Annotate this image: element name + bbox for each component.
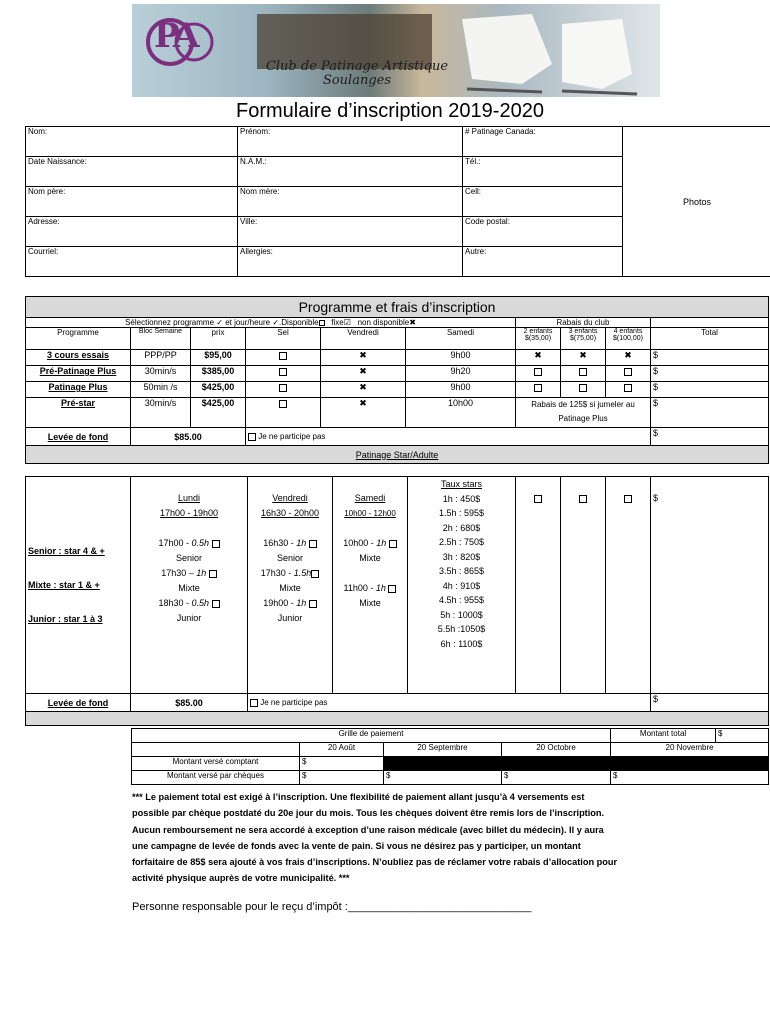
logo-initials: PA	[154, 16, 196, 56]
bloc-value: 30min/s	[131, 398, 191, 428]
autre-field[interactable]: Autre:	[463, 247, 623, 277]
col-rabais-4: 4 enfants $(100,00)	[606, 328, 651, 350]
total-field[interactable]: $	[651, 398, 769, 428]
rabais-club-header: Rabais du club	[516, 318, 651, 328]
rabais-checkbox[interactable]	[579, 368, 587, 376]
nam-field[interactable]: N.A.M.:	[238, 157, 463, 187]
patinage-canada-field[interactable]: # Patinage Canada:	[463, 127, 623, 157]
prenom-field[interactable]: Prénom:	[238, 127, 463, 157]
total-field[interactable]: $	[651, 382, 769, 398]
note-line: activité physique auprès de votre municipalité. ***	[132, 873, 350, 884]
total-field[interactable]: $	[651, 694, 769, 712]
samedi-column: Samedi 10h00 - 12h00 10h00 - 1h Mixte 11h00 - 1h Mixte	[333, 477, 408, 694]
levee-checkbox[interactable]	[248, 433, 256, 441]
cheque-field-1[interactable]: $	[300, 771, 384, 785]
cheques-label: Montant versé par chèques	[132, 771, 300, 785]
levee-price: $85.00	[131, 428, 246, 446]
blocked-cell	[502, 757, 611, 771]
lundi-column: Lundi 17h00 - 19h00 17h00 - 0.5h Senior 17h30 – 1h Mixte 18h30 - 0.5h Junior	[131, 477, 248, 694]
cheque-field-2[interactable]: $	[384, 771, 502, 785]
date-octobre: 20 Octobre	[502, 743, 611, 757]
rabais-checkbox[interactable]	[579, 384, 587, 392]
banner-image	[132, 4, 660, 97]
date-septembre: 20 Septembre	[384, 743, 502, 757]
montant-total-field[interactable]: $	[716, 729, 769, 743]
photos-box[interactable]: Photos	[623, 127, 770, 277]
note-line: *** Le paiement total est exigé à l’inscription. Une flexibilité de paiement allant jusqu’à 4 versements est	[132, 792, 585, 802]
programme-name: Patinage Plus	[26, 382, 131, 398]
comptant-field[interactable]: $	[300, 757, 384, 771]
table-row	[26, 398, 769, 428]
page-title: Formulaire d’inscription 2019-2020	[236, 100, 544, 122]
levee-option: Je ne participe pas	[260, 698, 328, 707]
sel-checkbox[interactable]	[279, 400, 287, 408]
star-adulte-header: Patinage Star/Adulte	[26, 446, 769, 464]
star-table	[25, 476, 769, 726]
levee-checkbox[interactable]	[250, 699, 258, 707]
col-bloc: Bloc Semaine	[131, 328, 191, 350]
rabais-checkbox[interactable]	[624, 384, 632, 392]
slot-checkbox[interactable]	[212, 540, 220, 548]
unavailable-icon: ✖	[606, 350, 651, 366]
tax-receipt-responsible[interactable]: Personne responsable pour le reçu d’impôt :______________________________	[132, 901, 532, 913]
col-samedi: Samedi	[406, 328, 516, 350]
rabais-checkbox[interactable]	[534, 368, 542, 376]
levee-price: $85.00	[131, 694, 248, 712]
slot-checkbox[interactable]	[309, 600, 317, 608]
logo-text: Club de Patinage Artistique Soulanges	[265, 59, 449, 88]
blocked-cell	[611, 757, 769, 771]
samedi-time: 9h20	[406, 366, 516, 382]
rabais-checkbox[interactable]	[624, 368, 632, 376]
cell-field[interactable]: Cell:	[463, 187, 623, 217]
slot-checkbox[interactable]	[212, 600, 220, 608]
table-row	[26, 366, 769, 382]
nom-pere-field[interactable]: Nom père:	[26, 187, 238, 217]
prix-value: $385,00	[191, 366, 246, 382]
vendredi-column: Vendredi 16h30 - 20h00 16h30 - 1h Senior 17h30 - 1.5h Mixte 19h00 - 1h Junior	[248, 477, 333, 694]
note-line: Aucun remboursement ne sera accordé à exception d’une raison médicale (avec billet du médecin). Il y aura	[132, 824, 604, 835]
prix-value: $95,00	[191, 350, 246, 366]
programme-name: Pré-star	[26, 398, 131, 428]
slot-checkbox[interactable]	[209, 570, 217, 578]
programme-table	[25, 296, 769, 464]
slot-checkbox[interactable]	[309, 540, 317, 548]
col-prix: prix	[191, 328, 246, 350]
payment-notes	[132, 789, 752, 887]
unavailable-icon: ✖	[321, 350, 406, 366]
programme-name: Pré-Patinage Plus	[26, 366, 131, 382]
prix-value: $425,00	[191, 382, 246, 398]
levee-label: Levée de fond	[26, 428, 131, 446]
unavailable-icon: ✖	[321, 366, 406, 382]
allergies-field[interactable]: Allergies:	[238, 247, 463, 277]
levee-option: Je ne participe pas	[258, 432, 326, 441]
total-field[interactable]: $	[651, 477, 769, 694]
sel-checkbox[interactable]	[279, 352, 287, 360]
slot-checkbox[interactable]	[388, 585, 396, 593]
date-novembre: 20 Novembre	[611, 743, 769, 757]
code-postal-field[interactable]: Code postal:	[463, 217, 623, 247]
col-total: Total	[651, 328, 769, 350]
courriel-field[interactable]: Courriel:	[26, 247, 238, 277]
unavailable-icon: ✖	[321, 398, 406, 428]
col-vendredi: Vendredi	[321, 328, 406, 350]
unavailable-icon: ✖	[516, 350, 561, 366]
levee-row	[26, 694, 769, 712]
prestar-rabais-note: Rabais de 125$ si jumeler au Patinage Plus	[516, 398, 651, 428]
payment-grid	[131, 728, 769, 785]
rabais-checkbox[interactable]	[579, 495, 587, 503]
col-rabais-2: 2 enfants $(35,00)	[516, 328, 561, 350]
date-naissance-field[interactable]: Date Naissance:	[26, 157, 238, 187]
programme-name: 3 cours essais	[26, 350, 131, 366]
samedi-time: 9h00	[406, 382, 516, 398]
col-programme: Programme	[26, 328, 131, 350]
col-sel: Sel	[246, 328, 321, 350]
total-field[interactable]: $	[651, 428, 769, 446]
blocked-cell	[384, 757, 502, 771]
grille-label: Grille de paiement	[132, 729, 611, 743]
comptant-label: Montant versé comptant	[132, 757, 300, 771]
rabais-checkbox[interactable]	[534, 384, 542, 392]
bloc-value: 50min /s	[131, 382, 191, 398]
total-field[interactable]: $	[651, 366, 769, 382]
rabais-checkbox[interactable]	[534, 495, 542, 503]
unavailable-icon: ✖	[561, 350, 606, 366]
adresse-field[interactable]: Adresse:	[26, 217, 238, 247]
ville-field[interactable]: Ville:	[238, 217, 463, 247]
samedi-time: 9h00	[406, 350, 516, 366]
cheque-field-3[interactable]: $	[502, 771, 611, 785]
table-row	[26, 382, 769, 398]
col-rabais-3: 3 enfants $(75,00)	[561, 328, 606, 350]
slot-checkbox[interactable]	[389, 540, 397, 548]
info-table	[25, 126, 770, 277]
levee-row	[26, 428, 769, 446]
programme-title: Programme et frais d’inscription	[26, 297, 769, 318]
sel-checkbox[interactable]	[279, 384, 287, 392]
bloc-value: PPP/PP	[131, 350, 191, 366]
taux-column: Taux stars 1h : 450$ 1.5h : 595$ 2h : 680$ 2.5h : 750$ 3h : 820$ 3.5h : 865$ 4h : 910$ 4.5h : 955$ 5h : 1000$ 5.5h :1050$ 6h : 1100$	[408, 477, 516, 694]
cheque-field-4[interactable]: $	[611, 771, 769, 785]
star-groups: Senior : star 4 & + Mixte : star 1 & + Junior : star 1 à 3	[26, 477, 131, 694]
total-field[interactable]: $	[651, 350, 769, 366]
note-line: forfaitaire de 85$ sera ajouté à vos frais d’inscriptions. N’oubliez pas de réclamer votre rabais d’allocation pour	[132, 857, 618, 868]
nom-mere-field[interactable]: Nom mère:	[238, 187, 463, 217]
nom-field[interactable]: Nom:	[26, 127, 238, 157]
bloc-value: 30min/s	[131, 366, 191, 382]
unavailable-icon: ✖	[321, 382, 406, 398]
sel-checkbox[interactable]	[279, 368, 287, 376]
montant-total-label: Montant total	[611, 729, 716, 743]
note-line: une campagne de levée de fonds avec la vente de pain. Si vous ne désirez pas y participer, un montant	[132, 840, 581, 851]
samedi-time: 10h00	[406, 398, 516, 428]
prix-value: $425,00	[191, 398, 246, 428]
separator-bar	[26, 712, 769, 726]
tel-field[interactable]: Tél.:	[463, 157, 623, 187]
table-row	[26, 350, 769, 366]
date-aout: 20 Août	[300, 743, 384, 757]
selection-instructions: Sélectionnez programme ✓ et jour/heure ✓.Disponible fixe☑ non disponible✖	[26, 318, 516, 328]
note-line: possible par chèque postdaté du 20e jour du mois. Tous les chèques doivent être remis lors de l’inscription.	[132, 808, 605, 819]
slot-checkbox[interactable]	[311, 570, 319, 578]
levee-label: Levée de fond	[26, 694, 131, 712]
rabais-checkbox[interactable]	[624, 495, 632, 503]
